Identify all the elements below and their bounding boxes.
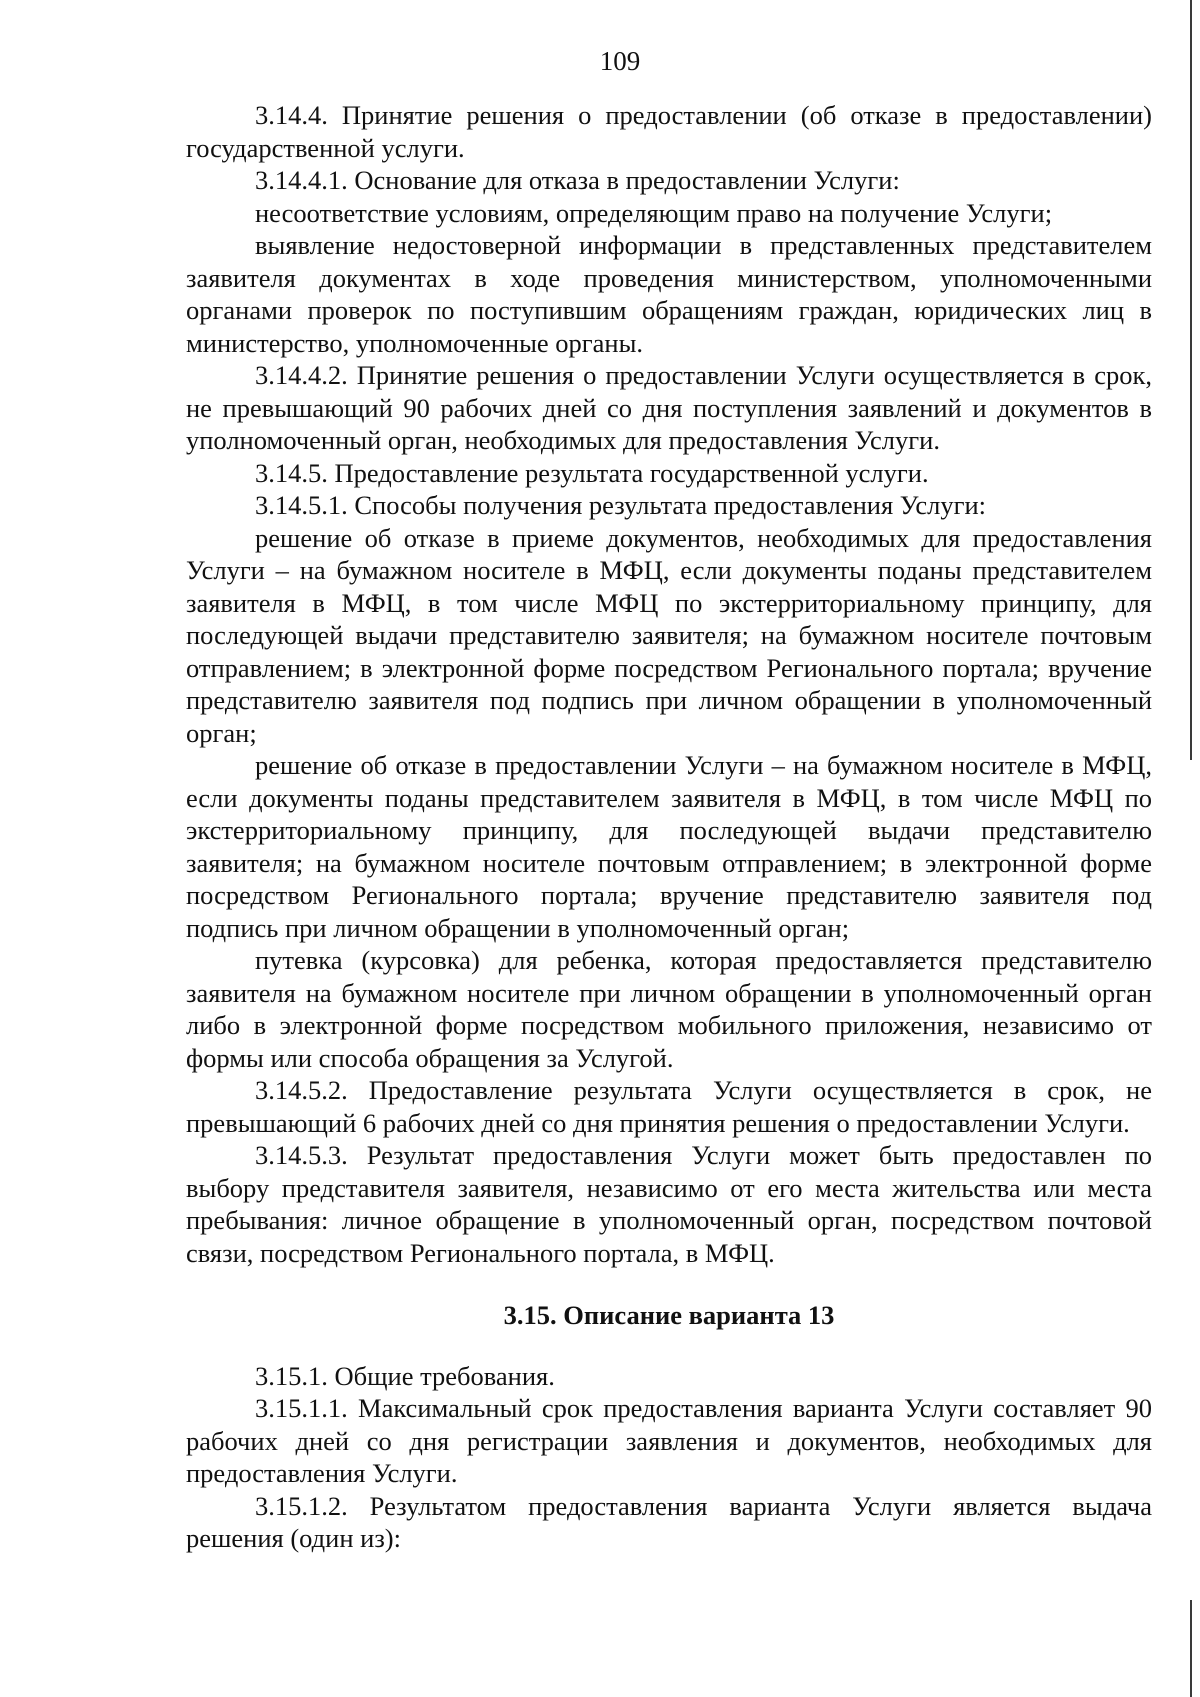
paragraph: выявление недостоверной информации в представленных представителем заявителя документах в ходе проведения министерством, уполномоченными органами проверок по поступившим обращениям граждан, юридических лиц в министерство, уполномоченные органы. [186,230,1152,358]
paragraph: несоответствие условиям, определяющим право на получение Услуги; [255,197,1053,228]
paragraph: 3.14.5.3. Результат предоставления Услуги может быть предоставлен по выбору представителя заявителя, независимо от его места жительства или места пребывания: личное обращение в уполномоченный орган, посредством почтовой связи, посредством Регионального портала, в МФЦ. [186,1140,1152,1268]
paragraph: 3.14.4. Принятие решения о предоставлении (об отказе в предоставлении) государственной услуги. [186,100,1152,163]
paragraph: 3.15.1.1. Максимальный срок предоставления варианта Услуги составляет 90 рабочих дней со дня регистрации заявления и документов, необходимых для предоставления Услуги. [186,1393,1152,1488]
paragraph: путевка (курсовка) для ребенка, которая предоставляется представителю заявителя на бумажном носителе при личном обращении в уполномоченный орган либо в электронной форме посредством мобильного приложения, независимо от формы или способа обращения за Услугой. [186,945,1152,1073]
paragraph: 3.14.4.2. Принятие решения о предоставлении Услуги осуществляется в срок, не превышающий 90 рабочих дней со дня поступления заявлений и документов в уполномоченный орган, необходимых для предоставления Услуги. [186,360,1152,455]
scan-edge-line [1190,1600,1192,1697]
paragraph: 3.14.5.1. Способы получения результата предоставления Услуги: [255,490,987,520]
paragraph: 3.14.4.1. Основание для отказа в предоставлении Услуги: [255,165,900,195]
paragraph: 3.14.5. Предоставление результата государственной услуги. [255,457,929,488]
paragraph: 3.15.1. Общие требования. [255,1360,555,1391]
document-body [186,99,1152,1555]
paragraph: решение об отказе в приеме документов, необходимых для предоставления Услуги – на бумажном носителе в МФЦ, если документы поданы представителем заявителя в МФЦ, в том числе МФЦ по экстерриториальному принципу, для последующей выдачи представителю заявителя; на бумажном носителе почтовым отправлением; в электронной форме посредством Регионального портала; вручение представителю заявителя под подпись при личном обращении в уполномоченный орган; [186,522,1152,748]
paragraph: 3.15.1.2. Результатом предоставления варианта Услуги является выдача решения (один из): [186,1490,1152,1553]
section-heading: 3.15. Описание варианта 13 [503,1300,835,1330]
paragraph: решение об отказе в предоставлении Услуги – на бумажном носителе в МФЦ, если документы поданы представителем заявителя в МФЦ, в том числе МФЦ по экстерриториальному принципу, для последующей выдачи представителю заявителя; на бумажном носителе почтовым отправлением; в электронной форме посредством Регионального портала; вручение представителю заявителя под подпись при личном обращении в уполномоченный орган; [186,750,1152,943]
scan-edge-line [1190,0,1192,760]
paragraph: 3.14.5.2. Предоставление результата Услуги осуществляется в срок, не превышающий 6 рабочих дней со дня принятия решения о предоставлении Услуги. [186,1075,1152,1138]
page-number: 109 [599,46,641,76]
